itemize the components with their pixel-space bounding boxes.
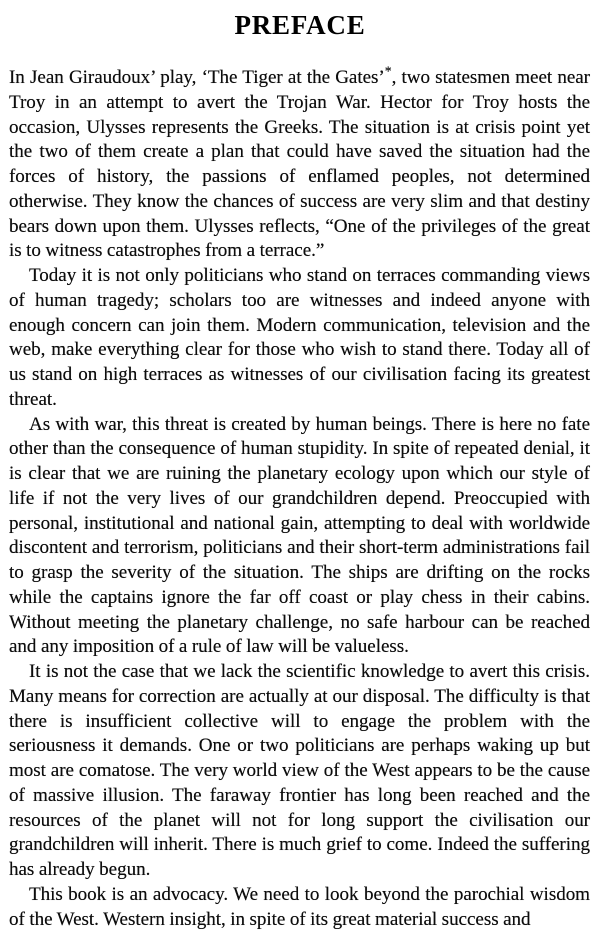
- footnote-marker: *: [384, 63, 392, 79]
- body-text: [0, 63, 600, 932]
- paragraph-1-text-a: In Jean Giraudoux’ play, ‘The Tiger at the Gates’: [9, 67, 385, 88]
- page-title: PREFACE: [234, 10, 366, 40]
- paragraph-1-text-b: , two statesmen meet near Troy in an attempt to avert the Trojan War. Hector for Troy hosts the occasion, Ulysses represents the Greeks. The situation is at crisis point yet the two of them create a plan that could have saved the situation had the forces of history, the passions of enflamed peoples, not determined otherwise. They know the chances of success are very slim and that destiny bears down upon them. Ulysses reflects, “One of the privileges of the great is to witness catastrophes from a terrace.”: [9, 67, 590, 262]
- paragraph-4: It is not the case that we lack the scientific knowledge to avert this crisis. Many means for correction are actually at our disposal. The difficulty is that there is insufficient collective will to engage the problem with the seriousness it demands. One or two politicians are perhaps waking up but most are comatose. The very world view of the West appears to be the cause of massive illusion. The faraway frontier has long been reached and the resources of the planet will not for long support the civilisation our grandchildren will inherit. There is much grief to come. Indeed the suffering has already begun.: [9, 661, 590, 880]
- paragraph-1: [9, 63, 590, 264]
- paragraph-3: As with war, this threat is created by human beings. There is here no fate other than the consequence of human stupidity. In spite of repeated denial, it is clear that we are ruining the planetary ecology upon which our style of life if not the very lives of our grandchildren depend. Preoccupied with personal, institutional and national gain, attempting to deal with worldwide discontent and terrorism, politicians and their short-term administrations fail to grasp the severity of the situation. The ships are drifting on the rocks while the captains ignore the far off coast or play chess in their cabins. Without meeting the planetary challenge, no safe harbour can be reached and any imposition of a rule of law will be valueless.: [9, 413, 590, 658]
- paragraph-5: This book is an advocacy. We need to look beyond the parochial wisdom of the West. Western insight, in spite of its great material success and: [9, 883, 590, 930]
- paragraph-2: Today it is not only politicians who stand on terraces commanding views of human tragedy; scholars too are witnesses and indeed anyone with enough concern can join them. Modern communication, television and the web, make everything clear for those who wish to stand there. Today all of us stand on high terraces as witnesses of our civilisation facing its greatest threat.: [9, 265, 590, 410]
